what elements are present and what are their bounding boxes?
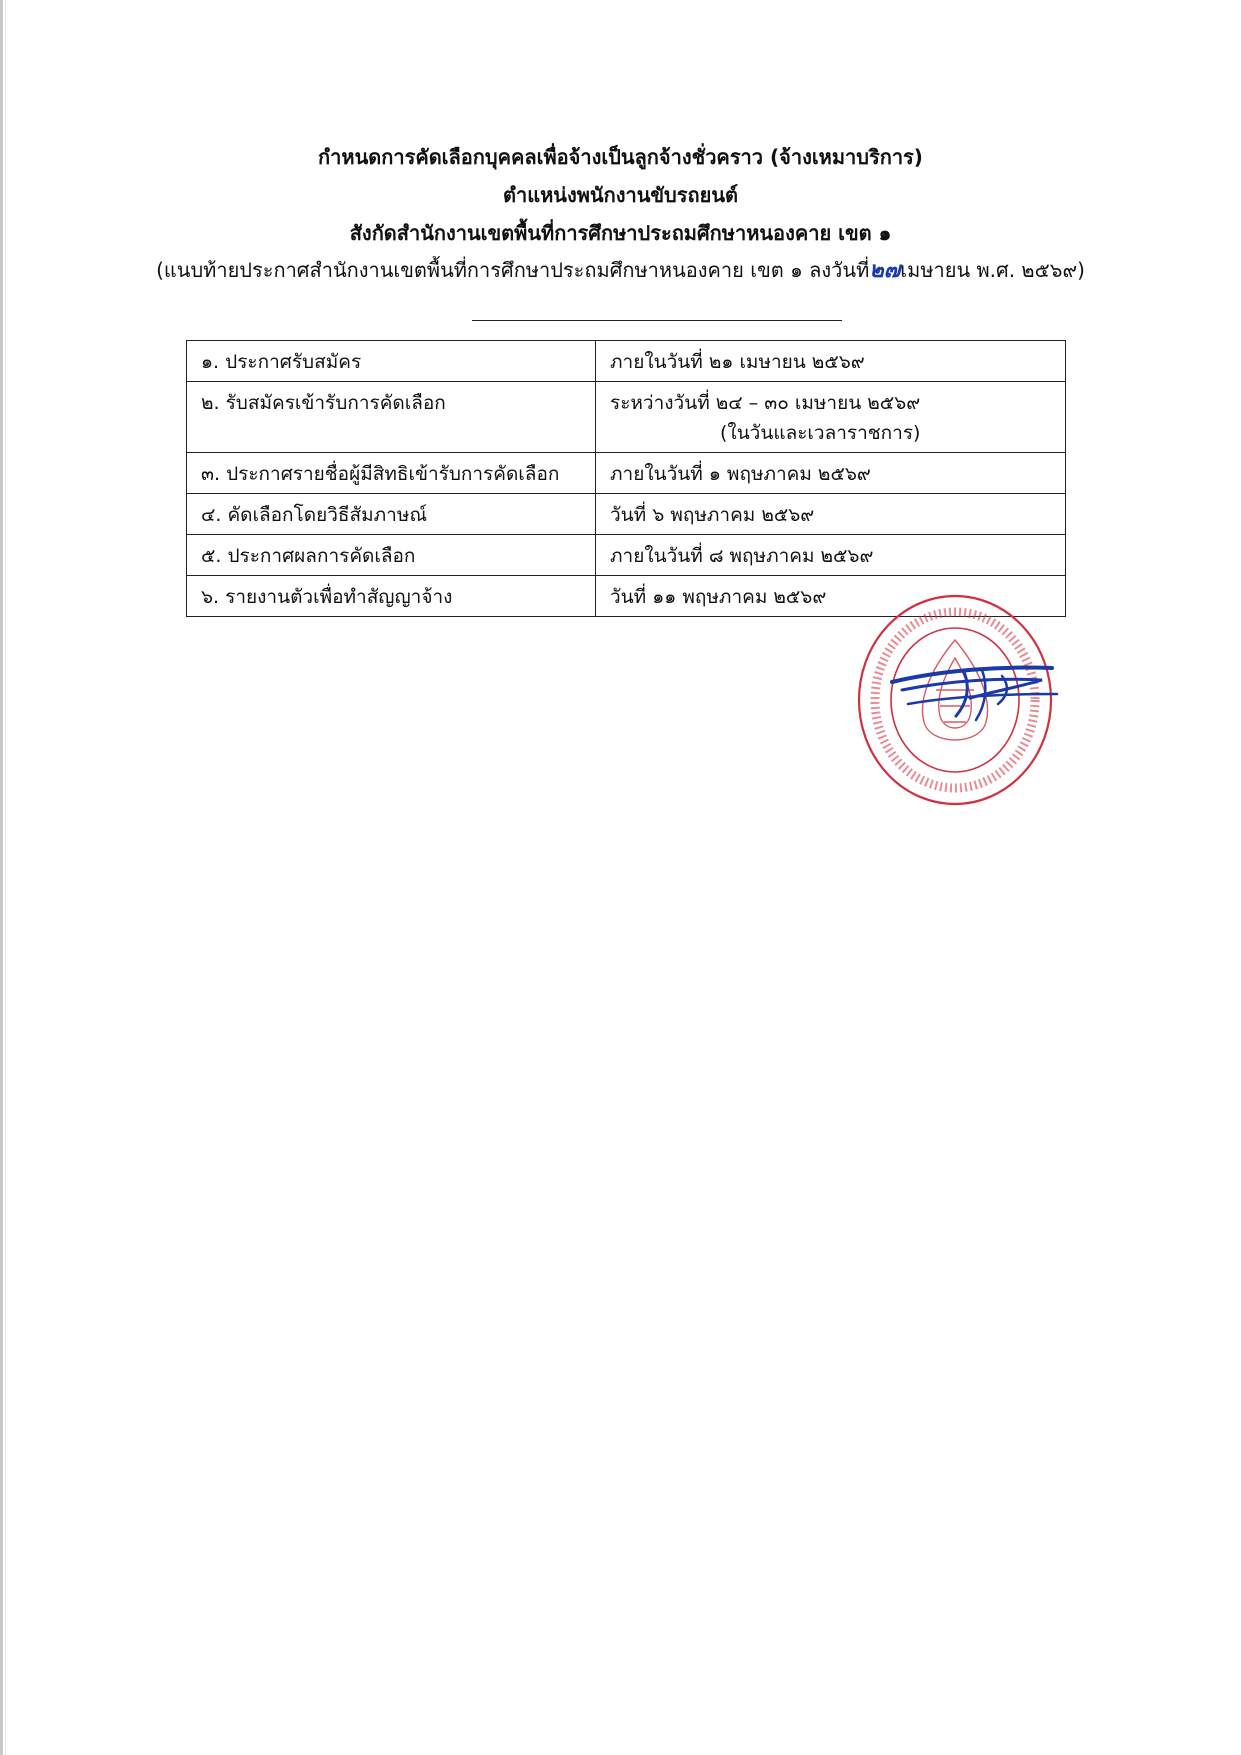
title-line-3: สังกัดสำนักงานเขตพื้นที่การศึกษาประถมศึกษาหนองคาย เขต ๑	[349, 221, 892, 245]
handwritten-day: ๒๗	[869, 257, 901, 283]
table-row	[187, 494, 1066, 535]
step-cell: ๕. ประกาศผลการคัดเลือก	[187, 535, 596, 576]
step-cell: ๓. ประกาศรายชื่อผู้มีสิทธิเข้ารับการคัดเลือก	[187, 453, 596, 494]
signature-icon	[892, 668, 1057, 720]
attachment-prefix: (แนบท้ายประกาศสำนักงานเขตพื้นที่การศึกษาประถมศึกษาหนองคาย เขต ๑ ลงวันที่	[156, 258, 870, 282]
step-cell: ๑. ประกาศรับสมัคร	[187, 341, 596, 382]
title-line-1: กำหนดการคัดเลือกบุคคลเพื่อจ้างเป็นลูกจ้างชั่วคราว (จ้างเหมาบริการ)	[318, 145, 923, 169]
table-row	[187, 382, 1066, 453]
attachment-suffix: เมษายน พ.ศ. ๒๕๖๙)	[900, 258, 1085, 282]
seal-emblem-icon	[922, 640, 987, 740]
table-row	[187, 453, 1066, 494]
date-note: (ในวันและเวลาราชการ)	[720, 422, 921, 444]
date-cell: ภายในวันที่ ๒๑ เมษายน ๒๕๖๙	[596, 341, 1066, 382]
date-cell: วันที่ ๖ พฤษภาคม ๒๕๖๙	[596, 494, 1066, 535]
schedule-table	[186, 340, 1066, 617]
document-header	[0, 138, 1241, 288]
date-text: ระหว่างวันที่ ๒๔ – ๓๐ เมษายน ๒๕๖๙	[610, 392, 921, 414]
date-cell: วันที่ ๑๑ พฤษภาคม ๒๕๖๙	[596, 576, 1066, 617]
date-cell: ภายในวันที่ ๑ พฤษภาคม ๒๕๖๙	[596, 453, 1066, 494]
step-cell: ๖. รายงานตัวเพื่อทำสัญญาจ้าง	[187, 576, 596, 617]
date-cell	[596, 382, 1066, 453]
table-row	[187, 535, 1066, 576]
attachment-note	[0, 252, 1241, 288]
date-cell: ภายในวันที่ ๘ พฤษภาคม ๒๕๖๙	[596, 535, 1066, 576]
official-seal-stamp	[852, 590, 1062, 816]
title-line-2: ตำแหน่งพนักงานขับรถยนต์	[503, 183, 738, 207]
seal-ring-icon	[859, 596, 1051, 804]
step-cell: ๔. คัดเลือกโดยวิธีสัมภาษณ์	[187, 494, 596, 535]
divider-rule	[472, 320, 842, 321]
step-cell: ๒. รับสมัครเข้ารับการคัดเลือก	[187, 382, 596, 453]
table-row	[187, 341, 1066, 382]
